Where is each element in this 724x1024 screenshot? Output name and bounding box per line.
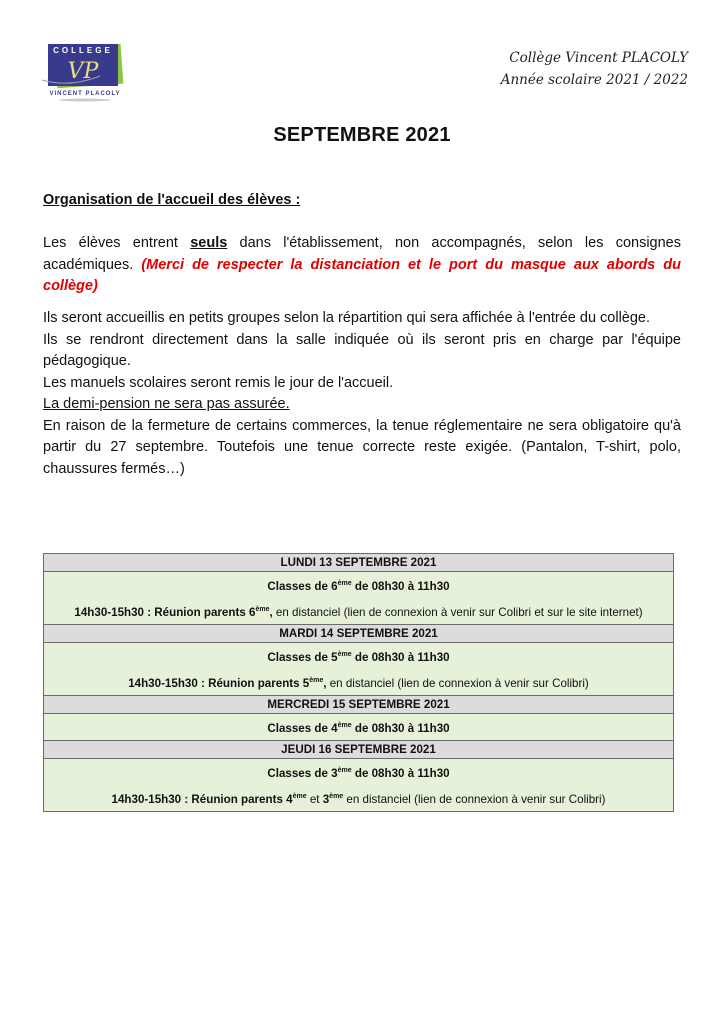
parents-meeting: 14h30-15h30 : Réunion parents 5ème, en distanciel (lien de connexion à venir sur Colibri) bbox=[128, 677, 589, 690]
svg-text:COLLEGE: COLLEGE bbox=[53, 46, 113, 55]
classes-time: Classes de 4ème de 08h30 à 11h30 bbox=[267, 722, 450, 735]
day-row bbox=[44, 554, 674, 572]
school-info bbox=[501, 47, 688, 91]
emphasis-alone: seuls bbox=[190, 235, 228, 251]
classroom-line: Ils se rendront directement dans la salle indiquée où ils seront pris en charge par l'équipe pédagogique. bbox=[43, 331, 681, 369]
text: dans l'établissement, non accompagnés, selon les consignes académiques. bbox=[43, 235, 681, 273]
day-row bbox=[44, 696, 674, 714]
day-header: LUNDI 13 SEPTEMBRE 2021 bbox=[44, 554, 674, 572]
school-year: Année scolaire 2021 / 2022 bbox=[500, 72, 688, 88]
textbooks-line: Les manuels scolaires seront remis le jour de l'accueil. bbox=[43, 374, 394, 391]
parents-meeting: 14h30-15h30 : Réunion parents 6ème, en distanciel (lien de connexion à venir sur Colibri et sur le site internet) bbox=[74, 606, 643, 619]
info-row bbox=[44, 643, 674, 696]
school-name: Collège Vincent PLACOLY bbox=[509, 50, 688, 66]
mask-distancing-note: (Merci de respecter la distanciation et le port du masque aux abords du collège) bbox=[43, 256, 681, 294]
canteen-line: La demi-pension ne sera pas assurée. bbox=[43, 396, 290, 412]
classes-time: Classes de 3ème de 08h30 à 11h30 bbox=[267, 767, 450, 780]
day-header: MERCREDI 15 SEPTEMBRE 2021 bbox=[44, 696, 674, 714]
info-row bbox=[44, 572, 674, 625]
day-header: MARDI 14 SEPTEMBRE 2021 bbox=[44, 625, 674, 643]
groups-line: Ils seront accueillis en petits groupes selon la répartition qui sera affichée à l'entrée du collège. bbox=[43, 310, 651, 326]
day-row bbox=[44, 741, 674, 759]
paragraph-organisation bbox=[43, 308, 681, 480]
page-title: SEPTEMBRE 2021 bbox=[273, 124, 451, 146]
info-row bbox=[44, 714, 674, 741]
schedule-table bbox=[43, 553, 674, 812]
day-row bbox=[44, 625, 674, 643]
text: Les élèves entrent bbox=[43, 235, 191, 251]
uniform-line: En raison de la fermeture de certains commerces, la tenue réglementaire ne sera obligatoire qu'à partir du 27 septembre. Toutefois une tenue correcte reste exigée. (Pantalon, T-shirt, polo, chaussures fermés…) bbox=[43, 417, 681, 477]
section-heading: Organisation de l'accueil des élèves : bbox=[43, 192, 301, 208]
paragraph-arrival bbox=[43, 233, 681, 298]
classes-time: Classes de 6ème de 08h30 à 11h30 bbox=[267, 580, 450, 593]
day-header: JEUDI 16 SEPTEMBRE 2021 bbox=[44, 741, 674, 759]
college-logo bbox=[40, 40, 130, 102]
info-row bbox=[44, 759, 674, 812]
parents-meeting: 14h30-15h30 : Réunion parents 4ème et 3ème en distanciel (lien de connexion à venir sur Colibri) bbox=[111, 793, 606, 806]
svg-text:VP: VP bbox=[67, 59, 99, 84]
svg-text:VINCENT PLACOLY: VINCENT PLACOLY bbox=[49, 91, 121, 97]
classes-time: Classes de 5ème de 08h30 à 11h30 bbox=[267, 651, 450, 664]
